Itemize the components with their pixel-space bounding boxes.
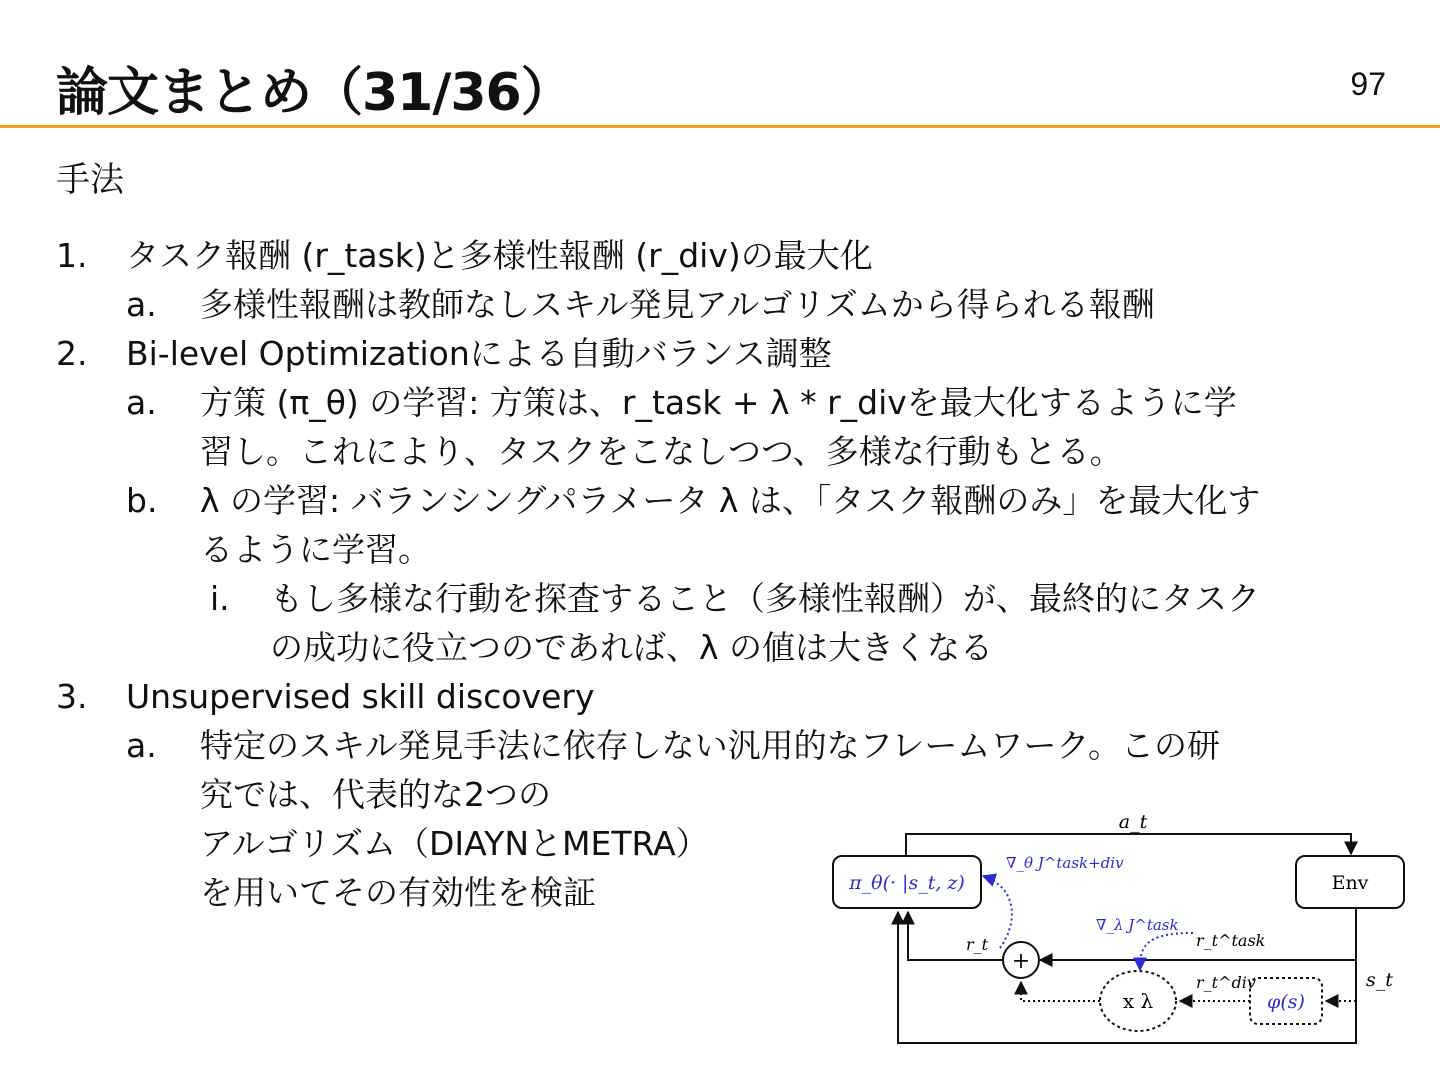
list-marker: a. xyxy=(126,285,157,324)
list-item-continuation: るように学習。 xyxy=(200,530,431,569)
list-item: タスク報酬 (r_task)と多様性報酬 (r_div)の最大化 xyxy=(126,236,873,275)
phi-label: φ(s) xyxy=(1267,991,1305,1013)
weighted-div-arrow xyxy=(1021,982,1100,1001)
list-marker: b. xyxy=(126,481,158,520)
list-item-continuation: アルゴリズム（DIAYNとMETRA） xyxy=(200,824,709,863)
policy-label: π_θ(· |s_t, z) xyxy=(849,872,965,894)
env-label: Env xyxy=(1331,872,1369,894)
list-marker: a. xyxy=(126,726,157,765)
list-item: Unsupervised skill discovery xyxy=(126,677,595,716)
lambda-gradient-label: ∇_λ J^task xyxy=(1096,916,1179,934)
list-item: 多様性報酬は教師なしスキル発見アルゴリズムから得られる報酬 xyxy=(200,285,1155,324)
policy-gradient-label: ∇_θ J^task+div xyxy=(1006,854,1124,872)
list-marker: 3. xyxy=(56,677,88,716)
list-item: λ の学習: バランシングパラメータ λ は、「タスク報酬のみ」を最大化す xyxy=(200,481,1261,520)
method-diagram xyxy=(828,808,1418,1058)
state-label: s_t xyxy=(1366,969,1393,991)
list-marker: 1. xyxy=(56,236,88,275)
list-item-continuation: を用いてその有効性を検証 xyxy=(200,873,596,912)
list-item: 特定のスキル発見手法に依存しない汎用的なフレームワーク。この研 xyxy=(200,726,1221,765)
page-number: 97 xyxy=(1350,66,1386,102)
div-reward-label: r_t^div xyxy=(1196,973,1256,992)
list-item-continuation: 習し。これにより、タスクをこなしつつ、多様な行動もとる。 xyxy=(200,432,1123,471)
sum-symbol: + xyxy=(1011,949,1031,974)
list-marker: 2. xyxy=(56,334,88,373)
list-item: Bi-level Optimizationによる自動バランス調整 xyxy=(126,334,832,373)
action-label: a_t xyxy=(1118,811,1148,833)
list-item-continuation: の成功に役立つのであれば、λ の値は大きくなる xyxy=(270,628,994,667)
lambda-gradient-arrow xyxy=(1140,933,1193,970)
list-item: もし多様な行動を探査すること（多様性報酬）が、最終的にタスク xyxy=(270,579,1260,618)
reward-label: r_t xyxy=(966,935,989,954)
list-item: 方策 (π_θ) の学習: 方策は、r_task + λ * r_divを最大化するように学 xyxy=(200,383,1237,422)
list-item-continuation: 究では、代表的な2つの xyxy=(200,775,551,814)
action-arrow xyxy=(906,834,1351,856)
list-marker: i. xyxy=(210,579,230,618)
task-reward-label: r_t^task xyxy=(1196,931,1266,950)
reward-arrow xyxy=(908,912,1003,960)
list-marker: a. xyxy=(126,383,157,422)
section-heading: 手法 xyxy=(56,160,124,200)
slide-title: 論文まとめ（31/36） xyxy=(56,63,572,123)
lambda-node-label: x λ xyxy=(1122,989,1154,1013)
